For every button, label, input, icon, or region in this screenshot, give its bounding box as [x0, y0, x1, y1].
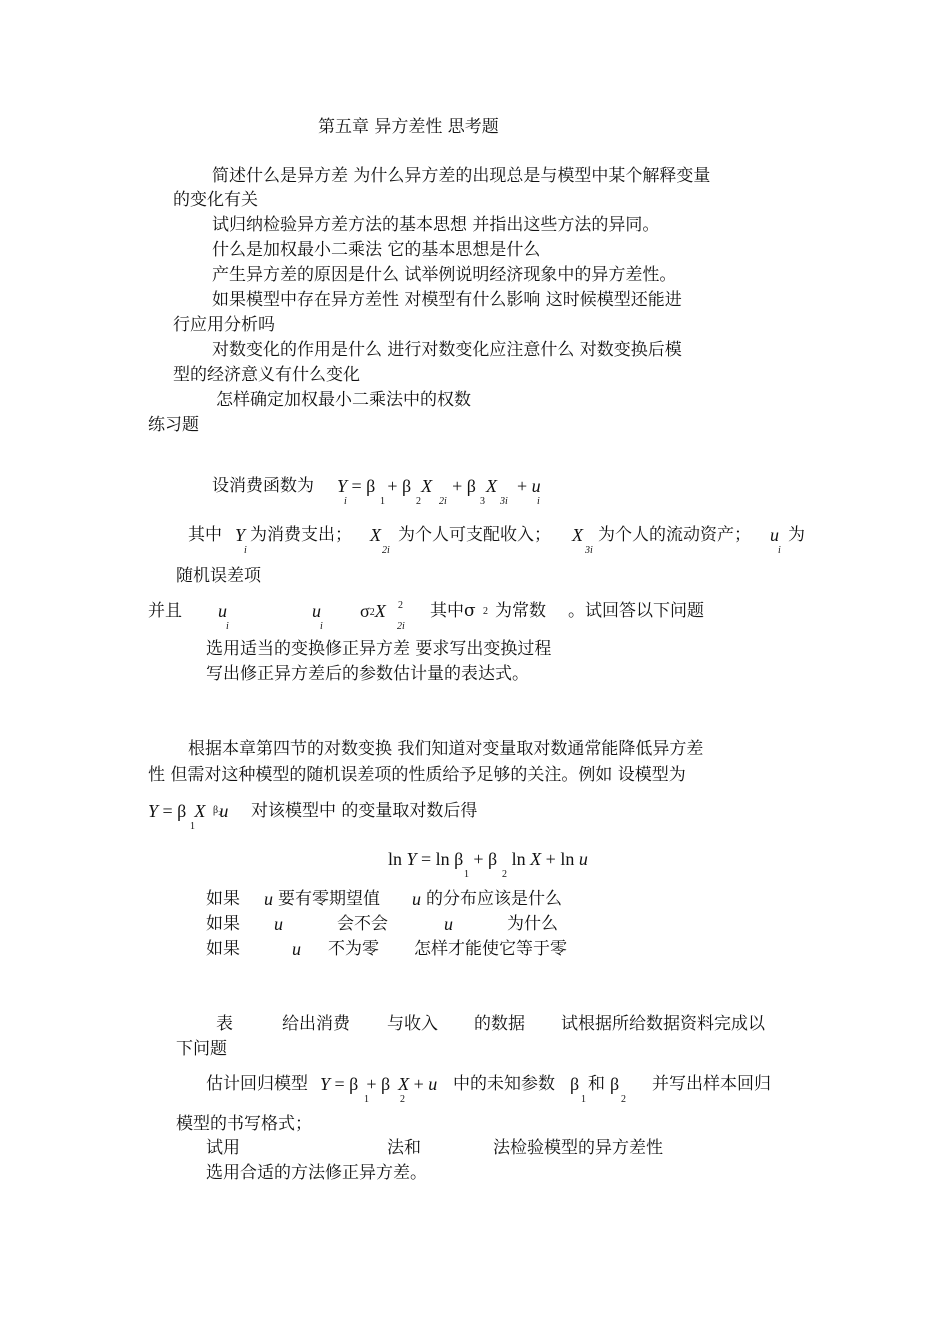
ex3-q1-a: 估计回归模型 [206, 1074, 308, 1094]
ex2-q1-a: 如果 [206, 889, 240, 909]
question-4: 产生异方差的原因是什么 试举例说明经济现象中的异方差性。 [212, 265, 677, 285]
consumption-function-formula: Y = β + β X + β X + u [337, 476, 541, 496]
question-5-line-1: 如果模型中存在异方差性 对模型有什么影响 这时候模型还能进 [212, 290, 682, 310]
question-1-line-1: 简述什么是异方差 为什么异方差的出现总是与模型中某个解释变量 [212, 166, 711, 186]
ex3-p1-d: 的数据 [474, 1014, 525, 1034]
ex2-paragraph-line-1: 根据本章第四节的对数变换 我们知道对变量取对数通常能降低异方差 [188, 739, 704, 759]
ex1-where: 其中 [188, 525, 222, 545]
ex1-const: 其中σ [430, 601, 476, 621]
x2-description: 为个人可支配收入； [398, 525, 551, 545]
ex3-p1-e: 试根据所给数据资料完成以 [561, 1014, 765, 1034]
ex3-p1-a: 表 [216, 1014, 233, 1034]
multiplicative-model-formula: Y = β X u [148, 801, 229, 821]
ex2-q2-a: 如果 [206, 914, 240, 934]
ex1-ask: 。试回答以下问题 [568, 601, 704, 621]
ex3-q2-c: 法检验模型的异方差性 [493, 1138, 663, 1158]
variance-formula: σ2X [360, 601, 386, 621]
ex1-line-2: 随机误差项 [176, 566, 261, 586]
ex3-q3: 选用合适的方法修正异方差。 [206, 1163, 427, 1183]
page-title: 第五章 异方差性 思考题 [318, 117, 499, 137]
ex2-paragraph-line-2: 性 但需对这种模型的随机误差项的性质给予足够的关注。例如 设模型为 [148, 765, 686, 785]
ex2-q3-c: 怎样才能使它等于零 [414, 939, 567, 959]
ex1-intro: 设消费函数为 [212, 476, 314, 496]
ex3-q1-c: 和 [588, 1074, 605, 1094]
ex2-q2-b: 会不会 [337, 914, 388, 934]
question-3: 什么是加权最小二乘法 它的基本思想是什么 [212, 240, 541, 260]
question-7: 怎样确定加权最小二乘法中的权数 [216, 390, 471, 410]
question-1-line-2: 的变化有关 [173, 190, 258, 210]
ex2-q1-c: 的分布应该是什么 [426, 889, 562, 909]
y-description: 为消费支出； [250, 525, 352, 545]
exercise-heading: 练习题 [148, 415, 199, 435]
question-6-line-2: 型的经济意义有什么变化 [173, 365, 360, 385]
question-6-line-1: 对数变化的作用是什么 进行对数变化应注意什么 对数变换后模 [212, 340, 682, 360]
ex2-paragraph-line-3: 对该模型中 的变量取对数后得 [251, 801, 478, 821]
question-5-line-2: 行应用分析吗 [173, 315, 275, 335]
ex2-q3-a: 如果 [206, 939, 240, 959]
ex1-and: 并且 [148, 601, 182, 621]
regression-model-formula: Y = β + β X + u [320, 1074, 438, 1094]
ex3-q2-b: 法和 [387, 1138, 421, 1158]
ex3-p1-c: 与收入 [387, 1014, 438, 1034]
ex3-p1-b: 给出消费 [282, 1014, 350, 1034]
ex1-const-b: 为常数 [495, 601, 546, 621]
ex3-q1-d: 并写出样本回归 [652, 1074, 771, 1094]
ex1-question-2: 写出修正异方差后的参数估计量的表达式。 [206, 664, 529, 684]
ex3-q2-a: 试用 [206, 1138, 240, 1158]
ex1-question-1: 选用适当的变换修正异方差 要求写出变换过程 [206, 639, 552, 659]
ex3-p2: 下问题 [176, 1039, 227, 1059]
ex3-q1-e: 模型的书写格式； [176, 1114, 312, 1134]
u-description: 为 [788, 525, 805, 545]
ex2-q1-b: 要有零期望值 [278, 889, 380, 909]
x3-description: 为个人的流动资产； [598, 525, 751, 545]
log-model-formula: ln Y = ln β + β ln X + ln u [388, 849, 588, 869]
ex3-q1-b: 中的未知参数 [453, 1074, 555, 1094]
ex2-q3-b: 不为零 [328, 939, 379, 959]
ex2-q2-c: 为什么 [507, 914, 558, 934]
question-2: 试归纳检验异方差方法的基本思想 并指出这些方法的异同。 [212, 215, 660, 235]
